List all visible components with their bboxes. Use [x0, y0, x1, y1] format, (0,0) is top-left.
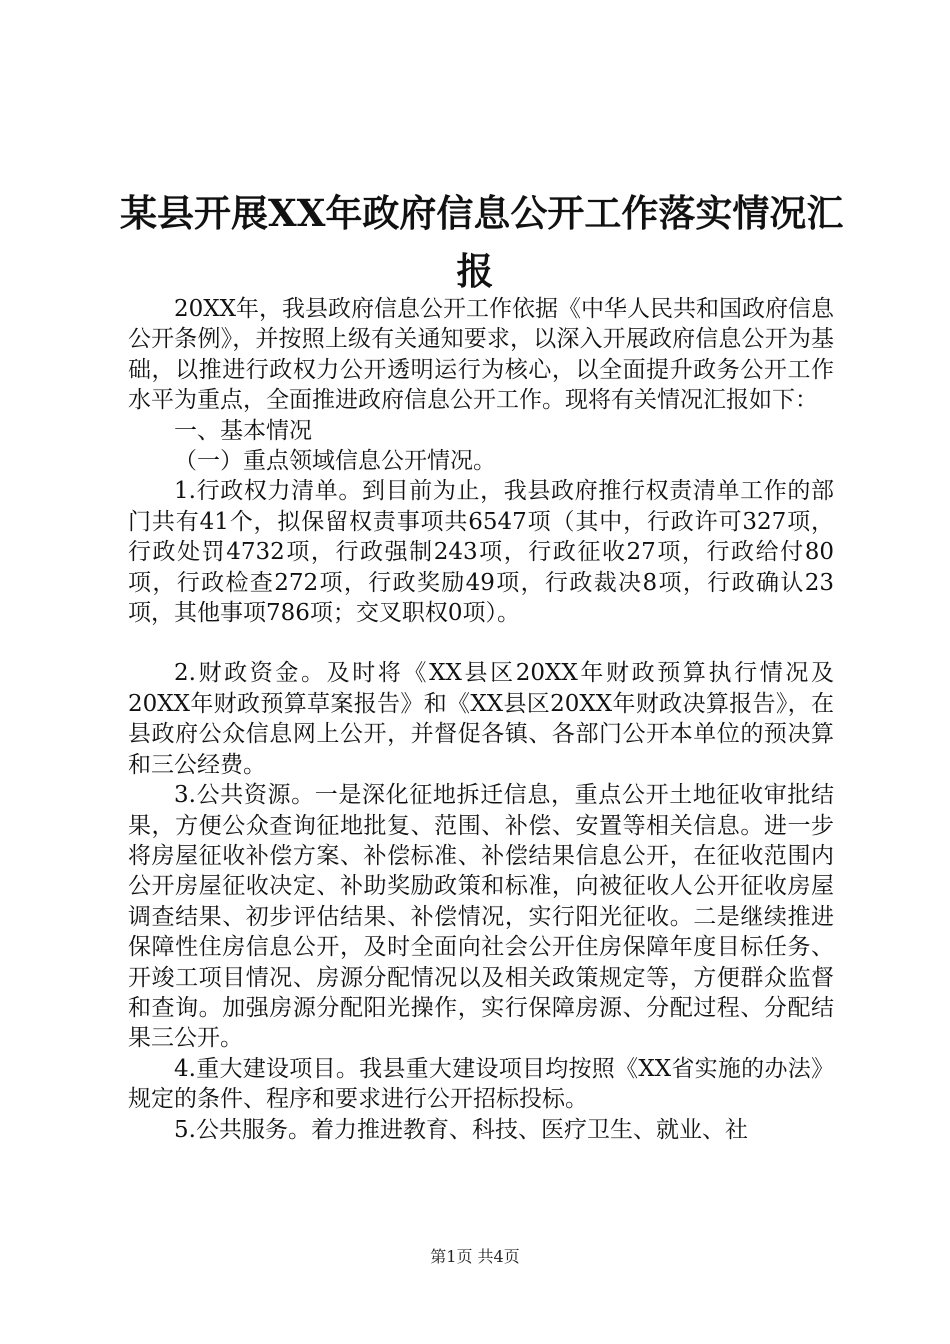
subsection-heading: （一）重点领域信息公开情况。 — [174, 448, 496, 475]
document-title: 某县开展XX年政府信息公开工作落实情况汇 — [120, 191, 844, 235]
paragraph-intro: 20XX年，我县政府信息公开工作依据《中华人民共和国政府信息公开条例》，并按照上级有关通知要求，以深入开展政府信息公开为基础，以推进行政权力公开透明运行为核心，以全面提升政务公开工作水平为重点，全面推进政府信息公开工作。现将有关情况汇报如下： — [128, 296, 835, 414]
paragraph-item-5: 5.公共服务。着力推进教育、科技、医疗卫生、就业、社 — [174, 1116, 748, 1143]
paragraph-item-2: 2.财政资金。及时将《XX县区20XX年财政预算执行情况及20XX年财政预算草案报告》和《XX县区20XX年财政决算报告》，在县政府公众信息网上公开，并督促各镇、各部门公开本单位的预决算和三公经费。 — [128, 660, 834, 778]
document-body — [128, 294, 834, 1145]
page-number-footer: 第1页 共4页 — [430, 1247, 520, 1266]
paragraph-item-3: 3.公共资源。一是深化征地拆迁信息，重点公开土地征收审批结果，方便公众查询征地批复、范围、补偿、安置等相关信息。进一步将房屋征收补偿方案、补偿标准、补偿结果信息公开，在征收范围内公开房屋征收决定、补助奖励政策和标准，向被征收人公开征收房屋调查结果、初步评估结果、补偿情况，实行阳光征收。二是继续推进保障性住房信息公开，及时全面向社会公开住房保障年度目标任务、开竣工项目情况、房源分配情况以及相关政策规定等，方便群众监督和查询。加强房源分配阳光操作，实行保障房源、分配过程、分配结果三公开。 — [128, 782, 834, 1052]
section-heading: 一、基本情况 — [174, 417, 312, 444]
paragraph-item-4: 4.重大建设项目。我县重大建设项目均按照《XX省实施的办法》规定的条件、程序和要求进行公开招标投标。 — [128, 1055, 834, 1113]
document-title-continued: 报 — [456, 249, 494, 293]
paragraph-item-1: 1.行政权力清单。到目前为止，我县政府推行权责清单工作的部门共有41个，拟保留权责事项共6547项（其中，行政许可327项，行政处罚4732项，行政强制243项，行政征收27项，行政给付80项，行政检查272项，行政奖励49项，行政裁决8项，行政确认23项，其他事项786项；交叉职权0项）。 — [128, 478, 834, 627]
